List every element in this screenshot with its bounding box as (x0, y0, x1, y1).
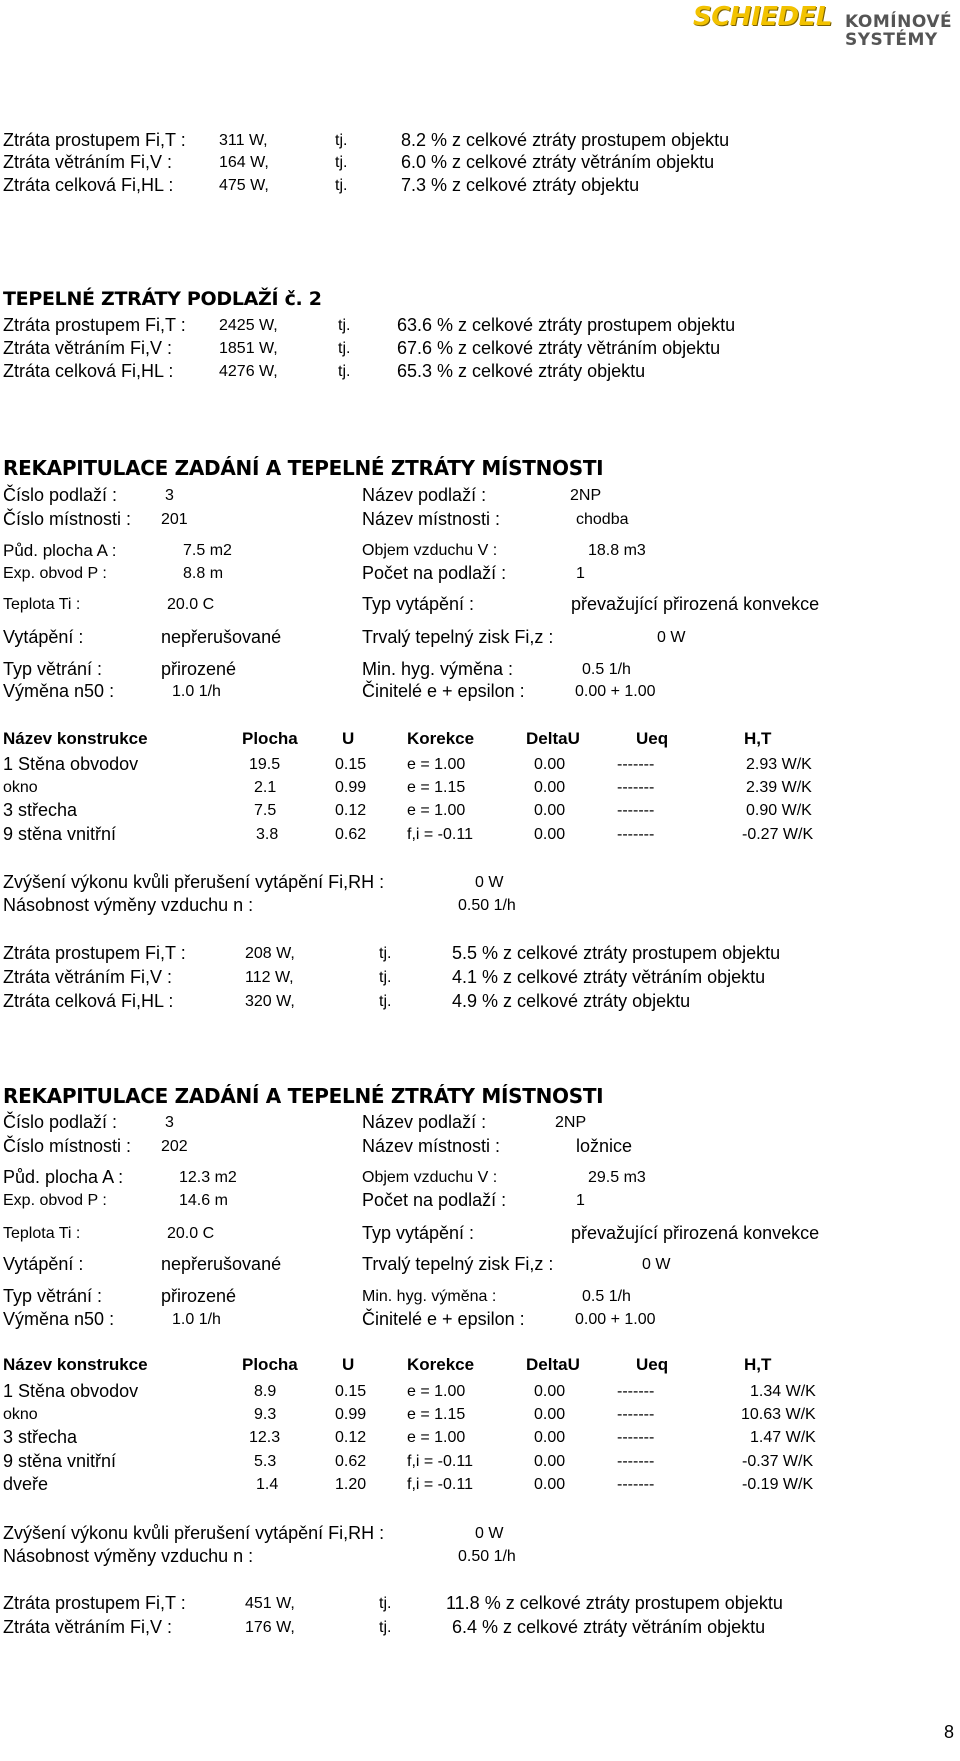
field-value: 0.50 1/h (458, 1548, 516, 1565)
table-cell: ------- (617, 826, 655, 843)
schiedel-logo (693, 2, 955, 54)
table-cell: 2.93 W/K (746, 756, 812, 773)
table-header: DeltaU (526, 729, 580, 748)
table-cell: 12.3 (249, 1429, 281, 1446)
table-cell: 2.1 (254, 779, 277, 796)
field-label: Výměna n50 : (3, 681, 115, 701)
field-value: 0 W (475, 1525, 504, 1542)
table-header: H,T (744, 1355, 772, 1374)
table-cell: 1.20 (335, 1476, 367, 1493)
field-value: přirozené (161, 659, 237, 679)
table-cell: okno (3, 779, 38, 796)
table-cell: e = 1.00 (407, 802, 466, 819)
summary-percent: 6.4 % z celkové ztráty větráním objektu (452, 1617, 766, 1637)
field-value: 1 (576, 565, 585, 582)
summary-tj: tj. (379, 945, 392, 962)
table-header: Ueq (636, 729, 669, 748)
field-label: Číslo podlaží : (3, 485, 118, 505)
field-label: Exp. obvod P : (3, 565, 107, 582)
table-cell: 0.00 (534, 1476, 566, 1493)
room1-title: REKAPITULACE ZADÁNÍ A TEPELNÉ ZTRÁTY MÍSTNOSTI (3, 456, 604, 480)
summary-value: 451 W, (245, 1595, 295, 1612)
field-label: Činitelé e + epsilon : (362, 681, 525, 701)
field-label: Objem vzduchu V : (362, 542, 498, 559)
summary-label: Ztráta celková Fi,HL : (3, 361, 174, 381)
field-label: Číslo místnosti : (3, 509, 132, 529)
field-label: Objem vzduchu V : (362, 1169, 498, 1186)
table-cell: 0.00 (534, 802, 566, 819)
field-label: Zvýšení výkonu kvůli přerušení vytápění Fi,RH : (3, 872, 385, 892)
summary-label: Ztráta celková Fi,HL : (3, 175, 174, 195)
field-value: 0 W (475, 874, 504, 891)
summary-value: 1851 W, (219, 340, 278, 357)
field-value: nepřerušované (161, 1254, 282, 1274)
field-value: 18.8 m3 (588, 542, 646, 559)
table-cell: f,i = -0.11 (407, 1476, 473, 1493)
summary-value: 2425 W, (219, 317, 278, 334)
table-cell: 0.90 W/K (746, 802, 812, 819)
logo-line1: KOMÍNOVÉ (845, 12, 953, 32)
table-cell: 0.12 (335, 1429, 367, 1446)
field-value: převažující přirozená konvekce (571, 1223, 820, 1243)
field-value: převažující přirozená konvekce (571, 594, 820, 614)
summary-label: Ztráta prostupem Fi,T : (3, 130, 186, 150)
summary-percent: 11.8 % z celkové ztráty prostupem objektu (446, 1593, 783, 1613)
summary-percent: 4.9 % z celkové ztráty objektu (452, 991, 691, 1011)
field-value: 20.0 C (167, 1225, 215, 1242)
field-value: 29.5 m3 (588, 1169, 646, 1186)
table-cell: 5.3 (254, 1453, 277, 1470)
summary-percent: 5.5 % z celkové ztráty prostupem objektu (452, 943, 781, 963)
summary-tj: tj. (335, 132, 348, 149)
summary-percent: 4.1 % z celkové ztráty větráním objektu (452, 967, 766, 987)
table-header: DeltaU (526, 1355, 580, 1374)
field-value: 202 (161, 1138, 188, 1155)
field-value: 20.0 C (167, 596, 215, 613)
field-label: Název podlaží : (362, 485, 487, 505)
table-cell: okno (3, 1406, 38, 1423)
table-cell: ------- (617, 1383, 655, 1400)
table-cell: 2.39 W/K (746, 779, 812, 796)
field-value: 1 (576, 1192, 585, 1209)
table-cell: 0.00 (534, 1429, 566, 1446)
table-cell: ------- (617, 1429, 655, 1446)
table-cell: 1 Stěna obvodov (3, 1381, 139, 1401)
field-label: Vytápění : (3, 627, 84, 647)
table-header: U (342, 1355, 355, 1374)
field-value: chodba (576, 511, 629, 528)
table-cell: 9 stěna vnitřní (3, 1451, 117, 1471)
logo-line2: SYSTÉMY (845, 30, 938, 50)
field-label: Číslo podlaží : (3, 1112, 118, 1132)
table-cell: -0.37 W/K (742, 1453, 814, 1470)
table-cell: 9 stěna vnitřní (3, 824, 117, 844)
summary-tj: tj. (338, 317, 351, 334)
summary-value: 311 W, (219, 132, 268, 149)
field-value: nepřerušované (161, 627, 282, 647)
field-label: Exp. obvod P : (3, 1192, 107, 1209)
table-cell: ------- (617, 756, 655, 773)
table-cell: 9.3 (254, 1406, 277, 1423)
summary-label: Ztráta větráním Fi,V : (3, 152, 173, 172)
field-label: Násobnost výměny vzduchu n : (3, 1546, 254, 1566)
field-label: Počet na podlaží : (362, 1190, 507, 1210)
table-cell: 1.47 W/K (750, 1429, 816, 1446)
summary-percent: 63.6 % z celkové ztráty prostupem objektu (397, 315, 736, 335)
field-value: 3 (165, 487, 174, 504)
summary-label: Ztráta prostupem Fi,T : (3, 315, 186, 335)
field-label: Teplota Ti : (3, 596, 81, 613)
field-value: 2NP (555, 1114, 587, 1131)
table-header: Název konstrukce (3, 1355, 148, 1374)
summary-percent: 8.2 % z celkové ztráty prostupem objektu (401, 130, 730, 150)
summary-percent: 6.0 % z celkové ztráty větráním objektu (401, 152, 715, 172)
table-cell: 0.15 (335, 1383, 367, 1400)
table-cell: 0.12 (335, 802, 367, 819)
summary-label: Ztráta větráním Fi,V : (3, 338, 173, 358)
summary-value: 112 W, (245, 969, 294, 986)
field-value: 14.6 m (179, 1192, 228, 1209)
summary-tj: tj. (379, 969, 392, 986)
table-cell: f,i = -0.11 (407, 1453, 473, 1470)
field-value: 0.50 1/h (458, 897, 516, 914)
field-label: Výměna n50 : (3, 1309, 115, 1329)
summary-percent: 7.3 % z celkové ztráty objektu (401, 175, 640, 195)
table-cell: 0.99 (335, 1406, 367, 1423)
field-value: 3 (165, 1114, 174, 1131)
field-value: 0 W (657, 629, 686, 646)
summary-percent: 65.3 % z celkové ztráty objektu (397, 361, 646, 381)
summary-percent: 67.6 % z celkové ztráty větráním objektu (397, 338, 721, 358)
summary-value: 164 W, (219, 154, 269, 171)
table-cell: ------- (617, 779, 655, 796)
table-cell: ------- (617, 802, 655, 819)
field-value: přirozené (161, 1286, 237, 1306)
table-cell: 19.5 (249, 756, 281, 773)
table-header: Korekce (407, 1355, 475, 1374)
table-header: Název konstrukce (3, 729, 148, 748)
field-label: Název podlaží : (362, 1112, 487, 1132)
summary-tj: tj. (335, 177, 348, 194)
summary-value: 4276 W, (219, 363, 278, 380)
table-cell: e = 1.15 (407, 1406, 466, 1423)
summary-value: 208 W, (245, 945, 295, 962)
summary-tj: tj. (335, 154, 348, 171)
table-header: Plocha (242, 729, 298, 748)
summary-value: 320 W, (245, 993, 295, 1010)
table-header: Plocha (242, 1355, 298, 1374)
summary-label: Ztráta větráním Fi,V : (3, 1617, 173, 1637)
summary-label: Ztráta prostupem Fi,T : (3, 943, 186, 963)
field-label: Trvalý tepelný zisk Fi,z : (362, 1254, 554, 1274)
field-value: 7.5 m2 (183, 542, 232, 559)
field-label: Typ větrání : (3, 659, 103, 679)
table-cell: 0.00 (534, 1453, 566, 1470)
field-label: Min. hyg. výměna : (362, 659, 514, 679)
table-header: H,T (744, 729, 772, 748)
field-value: 1.0 1/h (172, 683, 221, 700)
field-label: Půd. plocha A : (3, 541, 117, 560)
summary-tj: tj. (338, 340, 351, 357)
summary-value: 475 W, (219, 177, 269, 194)
table-cell: 0.00 (534, 1406, 566, 1423)
summary-tj: tj. (379, 1595, 392, 1612)
page-number: 8 (944, 1722, 955, 1742)
field-label: Min. hyg. výměna : (362, 1288, 497, 1305)
field-label: Počet na podlaží : (362, 563, 507, 583)
table-cell: f,i = -0.11 (407, 826, 473, 843)
summary-value: 176 W, (245, 1619, 295, 1636)
field-value: 201 (161, 511, 188, 528)
table-cell: 10.63 W/K (741, 1406, 816, 1423)
table-cell: 0.62 (335, 826, 367, 843)
summary-tj: tj. (338, 363, 351, 380)
table-cell: e = 1.15 (407, 779, 466, 796)
summary-label: Ztráta celková Fi,HL : (3, 991, 174, 1011)
floor2-title: TEPELNÉ ZTRÁTY PODLAŽÍ č. 2 (3, 288, 322, 310)
field-label: Název místnosti : (362, 1136, 501, 1156)
field-label: Činitelé e + epsilon : (362, 1309, 525, 1329)
table-cell: 0.99 (335, 779, 367, 796)
table-cell: 7.5 (254, 802, 277, 819)
field-value: 0 W (642, 1256, 671, 1273)
field-value: 0.00 + 1.00 (575, 683, 656, 700)
field-value: ložnice (576, 1136, 633, 1156)
field-value: 2NP (570, 487, 602, 504)
field-label: Typ větrání : (3, 1286, 103, 1306)
field-value: 0.5 1/h (582, 1288, 631, 1305)
table-cell: 0.15 (335, 756, 367, 773)
field-label: Vytápění : (3, 1254, 84, 1274)
table-cell: 0.00 (534, 779, 566, 796)
field-label: Trvalý tepelný zisk Fi,z : (362, 627, 554, 647)
table-cell: 0.62 (335, 1453, 367, 1470)
room2-title: REKAPITULACE ZADÁNÍ A TEPELNÉ ZTRÁTY MÍSTNOSTI (3, 1084, 604, 1108)
summary-label: Ztráta prostupem Fi,T : (3, 1593, 186, 1613)
field-label: Teplota Ti : (3, 1225, 81, 1242)
table-cell: 0.00 (534, 1383, 566, 1400)
table-cell: 1 Stěna obvodov (3, 754, 139, 774)
field-label: Půd. plocha A : (3, 1167, 124, 1187)
table-cell: 3 střecha (3, 1427, 78, 1447)
table-cell: ------- (617, 1406, 655, 1423)
table-cell: -0.19 W/K (742, 1476, 814, 1493)
field-label: Zvýšení výkonu kvůli přerušení vytápění Fi,RH : (3, 1523, 385, 1543)
table-cell: 0.00 (534, 756, 566, 773)
summary-tj: tj. (379, 993, 392, 1010)
field-label: Číslo místnosti : (3, 1136, 132, 1156)
field-label: Typ vytápění : (362, 1223, 475, 1243)
field-label: Typ vytápění : (362, 594, 475, 614)
table-cell: ------- (617, 1476, 655, 1493)
table-cell: e = 1.00 (407, 1429, 466, 1446)
field-value: 0.00 + 1.00 (575, 1311, 656, 1328)
summary-label: Ztráta větráním Fi,V : (3, 967, 173, 987)
table-cell: 8.9 (254, 1383, 277, 1400)
table-cell: 3 střecha (3, 800, 78, 820)
table-cell: 3.8 (256, 826, 279, 843)
field-label: Násobnost výměny vzduchu n : (3, 895, 254, 915)
table-header: U (342, 729, 355, 748)
table-header: Ueq (636, 1355, 669, 1374)
table-cell: 1.34 W/K (750, 1383, 816, 1400)
table-cell: -0.27 W/K (742, 826, 814, 843)
table-cell: 0.00 (534, 826, 566, 843)
table-cell: 1.4 (256, 1476, 279, 1493)
table-cell: dveře (3, 1474, 49, 1494)
table-header: Korekce (407, 729, 475, 748)
field-value: 1.0 1/h (172, 1311, 221, 1328)
table-cell: e = 1.00 (407, 1383, 466, 1400)
logo-brand: SCHIEDEL (693, 2, 832, 32)
field-value: 0.5 1/h (582, 661, 631, 678)
field-label: Název místnosti : (362, 509, 501, 529)
field-value: 12.3 m2 (179, 1169, 237, 1186)
table-cell: ------- (617, 1453, 655, 1470)
table-cell: e = 1.00 (407, 756, 466, 773)
field-value: 8.8 m (183, 565, 224, 582)
summary-tj: tj. (379, 1619, 392, 1636)
